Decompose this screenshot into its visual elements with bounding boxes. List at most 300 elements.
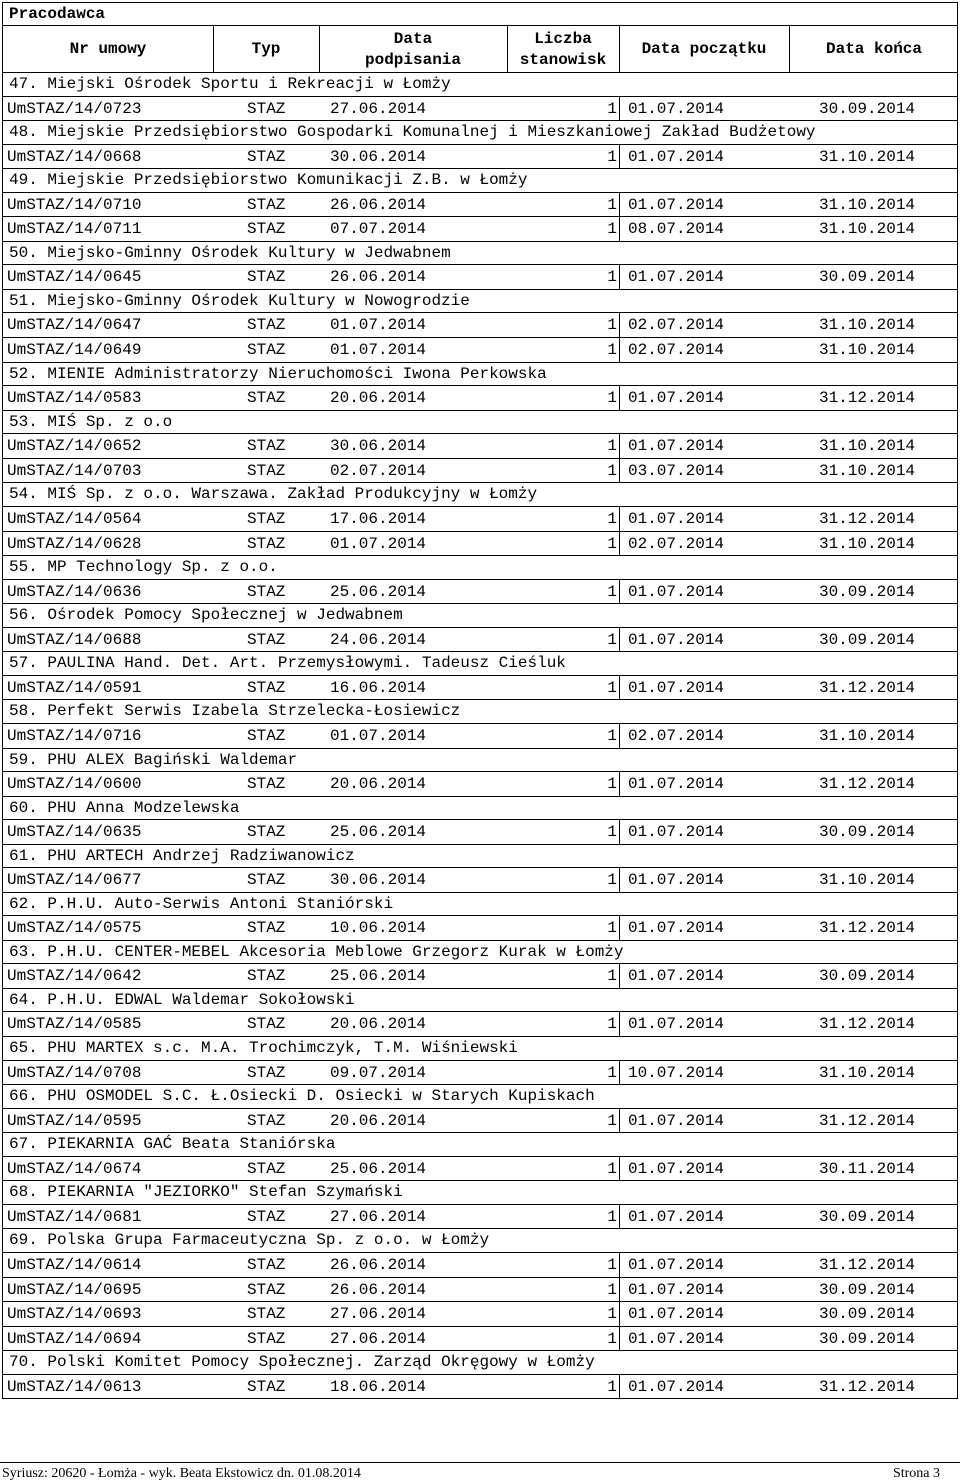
table-row <box>3 192 957 217</box>
count-divider <box>619 868 620 892</box>
positions-count: 1 <box>607 195 617 214</box>
table-row <box>3 1374 957 1399</box>
start-date: 01.07.2014 <box>628 630 725 649</box>
positions-count: 1 <box>607 437 617 456</box>
signing-date: 24.06.2014 <box>330 630 427 649</box>
col-nr-header: Nr umowy <box>69 40 147 58</box>
start-date: 01.07.2014 <box>628 967 725 986</box>
contract-number: UmSTAZ/14/0694 <box>7 1329 142 1348</box>
table-row <box>3 915 957 940</box>
count-divider <box>619 1375 620 1399</box>
start-date: 01.07.2014 <box>628 871 725 890</box>
contract-type: STAZ <box>247 582 286 601</box>
employer-name: 52. MIENIE Administratorzy Nieruchomości Iwona Perkowska <box>9 364 547 383</box>
count-divider <box>619 532 620 556</box>
contract-type: STAZ <box>247 534 286 553</box>
signing-date: 26.06.2014 <box>330 195 427 214</box>
contract-type: STAZ <box>247 775 286 793</box>
start-date: 01.07.2014 <box>628 437 725 456</box>
table-row <box>3 1060 957 1085</box>
employer-name: 53. MIŚ Sp. z o.o <box>9 412 173 431</box>
employer-name: 55. MP Technology Sp. z o.o. <box>9 558 278 577</box>
contract-type: STAZ <box>247 1329 286 1348</box>
contract-type: STAZ <box>247 461 286 480</box>
contract-type: STAZ <box>247 437 286 456</box>
positions-count: 1 <box>607 1305 617 1324</box>
end-date: 31.12.2014 <box>819 1111 916 1130</box>
contract-number: UmSTAZ/14/0647 <box>7 316 142 335</box>
end-date: 31.10.2014 <box>819 195 916 214</box>
table-row <box>3 627 957 652</box>
count-divider <box>619 459 620 483</box>
header-divider <box>507 26 508 72</box>
signing-date: 30.06.2014 <box>330 871 427 890</box>
positions-count: 1 <box>607 1063 617 1082</box>
contract-number: UmSTAZ/14/0636 <box>7 582 142 601</box>
employer-group <box>3 1085 957 1133</box>
end-date: 31.12.2014 <box>819 1015 916 1034</box>
positions-count: 1 <box>607 1111 617 1130</box>
end-date: 31.10.2014 <box>819 316 916 335</box>
contracts-table <box>2 2 958 1399</box>
positions-count: 1 <box>607 1207 617 1226</box>
positions-count: 1 <box>607 389 617 408</box>
start-date: 01.07.2014 <box>628 1305 725 1324</box>
contract-number: UmSTAZ/14/0688 <box>7 630 142 649</box>
count-divider <box>619 1157 620 1181</box>
positions-count: 1 <box>607 630 617 649</box>
employer-name: 62. P.H.U. Auto-Serwis Antoni Staniórski <box>9 894 394 913</box>
positions-count: 1 <box>607 678 617 697</box>
signing-date: 25.06.2014 <box>330 582 427 601</box>
col-end-header: Data końca <box>825 40 922 58</box>
contract-number: UmSTAZ/14/0583 <box>7 389 142 408</box>
start-date: 01.07.2014 <box>628 582 725 601</box>
start-date: 01.07.2014 <box>628 389 725 408</box>
col-sig-header-line1: Data <box>393 30 433 48</box>
employer-name: 68. PIEKARNIA "JEZIORKO" Stefan Szymański <box>9 1183 403 1202</box>
signing-date: 10.06.2014 <box>330 919 427 938</box>
contract-number: UmSTAZ/14/0710 <box>7 195 142 214</box>
contract-type: STAZ <box>247 99 286 118</box>
contract-number: UmSTAZ/14/0642 <box>7 967 142 986</box>
employer-group <box>3 700 957 748</box>
employer-group <box>3 363 957 411</box>
count-divider <box>619 1327 620 1351</box>
contract-type: STAZ <box>247 919 286 938</box>
signing-date: 20.06.2014 <box>330 775 427 793</box>
end-date: 30.09.2014 <box>819 1207 916 1226</box>
col-sig-header-line2: podpisania <box>364 51 461 69</box>
header-divider <box>213 26 214 72</box>
page-number: Strona 3 <box>892 1466 940 1481</box>
employer-group <box>3 556 957 604</box>
end-date: 30.09.2014 <box>819 99 916 118</box>
employer-group <box>3 1133 957 1181</box>
positions-count: 1 <box>607 726 617 745</box>
contract-type: STAZ <box>247 823 286 842</box>
start-date: 01.07.2014 <box>628 1329 725 1348</box>
start-date: 01.07.2014 <box>628 195 725 214</box>
contract-number: UmSTAZ/14/0652 <box>7 437 142 456</box>
contract-type: STAZ <box>247 195 286 214</box>
signing-date: 20.06.2014 <box>330 1015 427 1034</box>
end-date: 30.09.2014 <box>819 967 916 986</box>
signing-date: 20.06.2014 <box>330 389 427 408</box>
start-date: 01.07.2014 <box>628 268 725 287</box>
signing-date: 01.07.2014 <box>330 726 427 745</box>
end-date: 30.09.2014 <box>819 823 916 842</box>
start-date: 01.07.2014 <box>628 99 725 118</box>
employer-group <box>3 989 957 1037</box>
end-date: 31.10.2014 <box>819 220 916 239</box>
employer-name: 47. Miejski Ośrodek Sportu i Rekreacji w Łomży <box>9 75 451 93</box>
table-row <box>3 531 957 556</box>
contract-number: UmSTAZ/14/0628 <box>7 534 142 553</box>
signing-date: 18.06.2014 <box>330 1377 427 1396</box>
contract-number: UmSTAZ/14/0600 <box>7 775 142 793</box>
employer-group <box>3 411 957 484</box>
signing-date: 09.07.2014 <box>330 1063 427 1082</box>
employer-group <box>3 290 957 363</box>
start-date: 01.07.2014 <box>628 823 725 842</box>
contract-type: STAZ <box>247 268 286 287</box>
start-date: 01.07.2014 <box>628 1159 725 1178</box>
positions-count: 1 <box>607 919 617 938</box>
end-date: 31.12.2014 <box>819 1255 916 1274</box>
signing-date: 26.06.2014 <box>330 1255 427 1274</box>
page-footer <box>0 1462 960 1484</box>
signing-date: 27.06.2014 <box>330 1207 427 1226</box>
header-divider <box>789 26 790 72</box>
count-divider <box>619 1278 620 1302</box>
contract-number: UmSTAZ/14/0635 <box>7 823 142 842</box>
count-divider <box>619 145 620 169</box>
count-divider <box>619 1253 620 1277</box>
employer-name: 69. Polska Grupa Farmaceutyczna Sp. z o.o. w Łomży <box>9 1231 490 1250</box>
positions-count: 1 <box>607 461 617 480</box>
signing-date: 02.07.2014 <box>330 461 427 480</box>
count-divider <box>619 676 620 700</box>
table-row <box>3 867 957 892</box>
contract-type: STAZ <box>247 341 286 360</box>
employer-group <box>3 893 957 941</box>
start-date: 01.07.2014 <box>628 1377 725 1396</box>
table-row <box>3 579 957 604</box>
contract-number: UmSTAZ/14/0645 <box>7 268 142 287</box>
table-row <box>3 144 957 169</box>
signing-date: 25.06.2014 <box>330 1159 427 1178</box>
contract-number: UmSTAZ/14/0708 <box>7 1063 142 1082</box>
end-date: 31.12.2014 <box>819 678 916 697</box>
employer-name: 63. P.H.U. CENTER-MEBEL Akcesoria Meblowe Grzegorz Kurak w Łomży <box>9 942 624 961</box>
contract-type: STAZ <box>247 967 286 986</box>
employer-name: 48. Miejskie Przedsiębiorstwo Gospodarki Komunalnej i Mieszkaniowej Zakład Budżetowy <box>9 123 816 142</box>
positions-count: 1 <box>607 1255 617 1274</box>
table-row <box>3 1326 957 1351</box>
employer-group <box>3 169 957 242</box>
start-date: 01.07.2014 <box>628 678 725 697</box>
employer-group <box>3 1037 957 1085</box>
contract-number: UmSTAZ/14/0614 <box>7 1255 142 1274</box>
positions-count: 1 <box>607 147 617 166</box>
positions-count: 1 <box>607 1015 617 1034</box>
employer-group <box>3 483 957 556</box>
employer-group <box>3 941 957 989</box>
signing-date: 07.07.2014 <box>330 220 427 239</box>
contract-number: UmSTAZ/14/0723 <box>7 99 142 118</box>
table-row <box>3 1277 957 1302</box>
count-divider <box>619 1302 620 1326</box>
contract-number: UmSTAZ/14/0668 <box>7 147 142 166</box>
end-date: 31.10.2014 <box>819 534 916 553</box>
table-row <box>3 264 957 289</box>
contract-type: STAZ <box>247 1255 286 1274</box>
employer-name: 66. PHU OSMODEL S.C. Ł.Osiecki D. Osiecki w Starych Kupiskach <box>9 1087 595 1106</box>
table-row <box>3 1301 957 1326</box>
contract-number: UmSTAZ/14/0677 <box>7 871 142 890</box>
end-date: 30.09.2014 <box>819 1329 916 1348</box>
count-divider <box>619 507 620 531</box>
positions-count: 1 <box>607 1280 617 1299</box>
end-date: 31.10.2014 <box>819 147 916 166</box>
positions-count: 1 <box>607 1159 617 1178</box>
contract-type: STAZ <box>247 726 286 745</box>
count-divider <box>619 265 620 289</box>
contract-type: STAZ <box>247 1063 286 1082</box>
contract-number: UmSTAZ/14/0716 <box>7 726 142 745</box>
employer-group <box>3 1351 957 1399</box>
count-divider <box>619 916 620 940</box>
table-row <box>3 337 957 362</box>
table-row <box>3 1156 957 1181</box>
positions-count: 1 <box>607 509 617 528</box>
employer-name: 70. Polski Komitet Pomocy Społecznej. Zarząd Okręgowy w Łomży <box>9 1353 595 1372</box>
contract-type: STAZ <box>247 1305 286 1324</box>
contract-number: UmSTAZ/14/0564 <box>7 509 142 528</box>
count-divider <box>619 1205 620 1229</box>
contract-type: STAZ <box>247 389 286 408</box>
col-typ-header: Typ <box>251 40 281 58</box>
count-divider <box>619 724 620 748</box>
table-row <box>3 1204 957 1229</box>
start-date: 01.07.2014 <box>628 1207 725 1226</box>
signing-date: 20.06.2014 <box>330 1111 427 1130</box>
employer-name: 65. PHU MARTEX s.c. M.A. Trochimczyk, T.M. Wiśniewski <box>9 1039 518 1058</box>
start-date: 03.07.2014 <box>628 461 725 480</box>
count-divider <box>619 217 620 241</box>
end-date: 30.09.2014 <box>819 1280 916 1299</box>
end-date: 31.12.2014 <box>819 919 916 938</box>
contract-type: STAZ <box>247 220 286 239</box>
employer-name: 51. Miejsko-Gminny Ośrodek Kultury w Nowogrodzie <box>9 291 470 310</box>
contract-number: UmSTAZ/14/0575 <box>7 919 142 938</box>
start-date: 01.07.2014 <box>628 919 725 938</box>
employer-group <box>3 652 957 700</box>
employer-name: 60. PHU Anna Modzelewska <box>9 798 240 817</box>
end-date: 31.12.2014 <box>819 1377 916 1396</box>
start-date: 01.07.2014 <box>628 1015 725 1034</box>
end-date: 31.10.2014 <box>819 871 916 890</box>
contract-type: STAZ <box>247 1159 286 1178</box>
positions-count: 1 <box>607 582 617 601</box>
col-start-header: Data początku <box>641 40 767 58</box>
end-date: 31.12.2014 <box>819 389 916 408</box>
contract-type: STAZ <box>247 871 286 890</box>
count-divider <box>619 338 620 362</box>
signing-date: 30.06.2014 <box>330 147 427 166</box>
employer-name: 64. P.H.U. EDWAL Waldemar Sokołowski <box>9 990 355 1009</box>
count-divider <box>619 1109 620 1133</box>
employer-group <box>3 749 957 797</box>
contract-number: UmSTAZ/14/0585 <box>7 1015 142 1034</box>
positions-count: 1 <box>607 967 617 986</box>
end-date: 30.09.2014 <box>819 582 916 601</box>
contract-number: UmSTAZ/14/0674 <box>7 1159 142 1178</box>
col-cnt-header-line1: Liczba <box>534 30 592 48</box>
count-divider <box>619 434 620 458</box>
positions-count: 1 <box>607 268 617 287</box>
signing-date: 25.06.2014 <box>330 967 427 986</box>
start-date: 10.07.2014 <box>628 1063 725 1082</box>
contract-number: UmSTAZ/14/0681 <box>7 1207 142 1226</box>
employer-name: 49. Miejskie Przedsiębiorstwo Komunikacji Z.B. w Łomży <box>9 171 528 190</box>
table-row <box>3 433 957 458</box>
start-date: 01.07.2014 <box>628 775 725 793</box>
end-date: 31.12.2014 <box>819 775 916 793</box>
signing-date: 16.06.2014 <box>330 678 427 697</box>
table-row <box>3 458 957 483</box>
signing-date: 01.07.2014 <box>330 341 427 360</box>
count-divider <box>619 580 620 604</box>
contract-type: STAZ <box>247 147 286 166</box>
contract-type: STAZ <box>247 316 286 335</box>
table-row <box>3 1252 957 1277</box>
table-row <box>3 506 957 531</box>
end-date: 31.10.2014 <box>819 726 916 745</box>
signing-date: 01.07.2014 <box>330 316 427 335</box>
start-date: 02.07.2014 <box>628 341 725 360</box>
end-date: 31.10.2014 <box>819 1063 916 1082</box>
positions-count: 1 <box>607 316 617 335</box>
contract-number: UmSTAZ/14/0711 <box>7 220 142 239</box>
contract-number: UmSTAZ/14/0649 <box>7 341 142 360</box>
contract-number: UmSTAZ/14/0693 <box>7 1305 142 1324</box>
start-date: 08.07.2014 <box>628 220 725 239</box>
contract-number: UmSTAZ/14/0695 <box>7 1280 142 1299</box>
start-date: 01.07.2014 <box>628 147 725 166</box>
table-row <box>3 312 957 337</box>
contract-number: UmSTAZ/14/0595 <box>7 1111 142 1130</box>
start-date: 02.07.2014 <box>628 534 725 553</box>
signing-date: 30.06.2014 <box>330 437 427 456</box>
signing-date: 27.06.2014 <box>330 1329 427 1348</box>
positions-count: 1 <box>607 1329 617 1348</box>
end-date: 30.11.2014 <box>819 1159 916 1178</box>
signing-date: 17.06.2014 <box>330 509 427 528</box>
table-row <box>3 216 957 241</box>
signing-date: 27.06.2014 <box>330 1305 427 1324</box>
signing-date: 26.06.2014 <box>330 268 427 287</box>
count-divider <box>619 97 620 121</box>
employer-name: 58. Perfekt Serwis Izabela Strzelecka-Łosiewicz <box>9 702 461 721</box>
employer-group <box>3 121 957 169</box>
contract-type: STAZ <box>247 1377 286 1396</box>
contract-type: STAZ <box>247 1015 286 1034</box>
count-divider <box>619 628 620 652</box>
contract-type: STAZ <box>247 1280 286 1299</box>
table-row <box>3 819 957 844</box>
employer-groups <box>3 73 957 1399</box>
count-divider <box>619 313 620 337</box>
table-row <box>3 1011 957 1036</box>
employer-group <box>3 242 957 290</box>
employer-group <box>3 845 957 893</box>
end-date: 30.09.2014 <box>819 630 916 649</box>
signing-date: 26.06.2014 <box>330 1280 427 1299</box>
start-date: 01.07.2014 <box>628 1255 725 1274</box>
table-row <box>3 723 957 748</box>
end-date: 31.10.2014 <box>819 341 916 360</box>
header-divider <box>319 26 320 72</box>
count-divider <box>619 964 620 988</box>
positions-count: 1 <box>607 871 617 890</box>
signing-date: 25.06.2014 <box>330 823 427 842</box>
table-row <box>3 963 957 988</box>
employer-name: 50. Miejsko-Gminny Ośrodek Kultury w Jedwabnem <box>9 243 451 262</box>
start-date: 01.07.2014 <box>628 1280 725 1299</box>
employer-group <box>3 1181 957 1229</box>
start-date: 02.07.2014 <box>628 726 725 745</box>
count-divider <box>619 820 620 844</box>
start-date: 02.07.2014 <box>628 316 725 335</box>
contract-type: STAZ <box>247 630 286 649</box>
column-headers <box>3 26 957 73</box>
employer-name: 56. Ośrodek Pomocy Społecznej w Jedwabnem <box>9 606 403 625</box>
signing-date: 27.06.2014 <box>330 99 427 118</box>
end-date: 30.09.2014 <box>819 268 916 287</box>
positions-count: 1 <box>607 220 617 239</box>
count-divider <box>619 1061 620 1085</box>
header-divider <box>619 26 620 72</box>
contract-number: UmSTAZ/14/0703 <box>7 461 142 480</box>
contract-number: UmSTAZ/14/0591 <box>7 678 142 697</box>
count-divider <box>619 1012 620 1036</box>
employer-name: 67. PIEKARNIA GAĆ Beata Staniórska <box>9 1135 336 1154</box>
positions-count: 1 <box>607 534 617 553</box>
employer-name: 54. MIŚ Sp. z o.o. Warszawa. Zakład Produkcyjny w Łomży <box>9 485 538 504</box>
employer-header: Pracodawca <box>3 3 957 26</box>
positions-count: 1 <box>607 1377 617 1396</box>
footer-source: Syriusz: 20620 - Łomża - wyk. Beata Ekstowicz dn. 01.08.2014 <box>2 1466 361 1481</box>
table-row <box>3 385 957 410</box>
employer-group <box>3 73 957 121</box>
employer-group <box>3 1229 957 1351</box>
positions-count: 1 <box>607 823 617 842</box>
end-date: 31.10.2014 <box>819 461 916 480</box>
contract-type: STAZ <box>247 1207 286 1226</box>
contract-number: UmSTAZ/14/0613 <box>7 1377 142 1396</box>
positions-count: 1 <box>607 99 617 118</box>
contract-type: STAZ <box>247 1111 286 1130</box>
employer-name: 57. PAULINA Hand. Det. Art. Przemysłowymi. Tadeusz Cieśluk <box>9 654 566 673</box>
positions-count: 1 <box>607 775 617 793</box>
employer-group <box>3 797 957 845</box>
table-row <box>3 771 957 796</box>
count-divider <box>619 772 620 796</box>
table-row <box>3 675 957 700</box>
start-date: 01.07.2014 <box>628 509 725 528</box>
